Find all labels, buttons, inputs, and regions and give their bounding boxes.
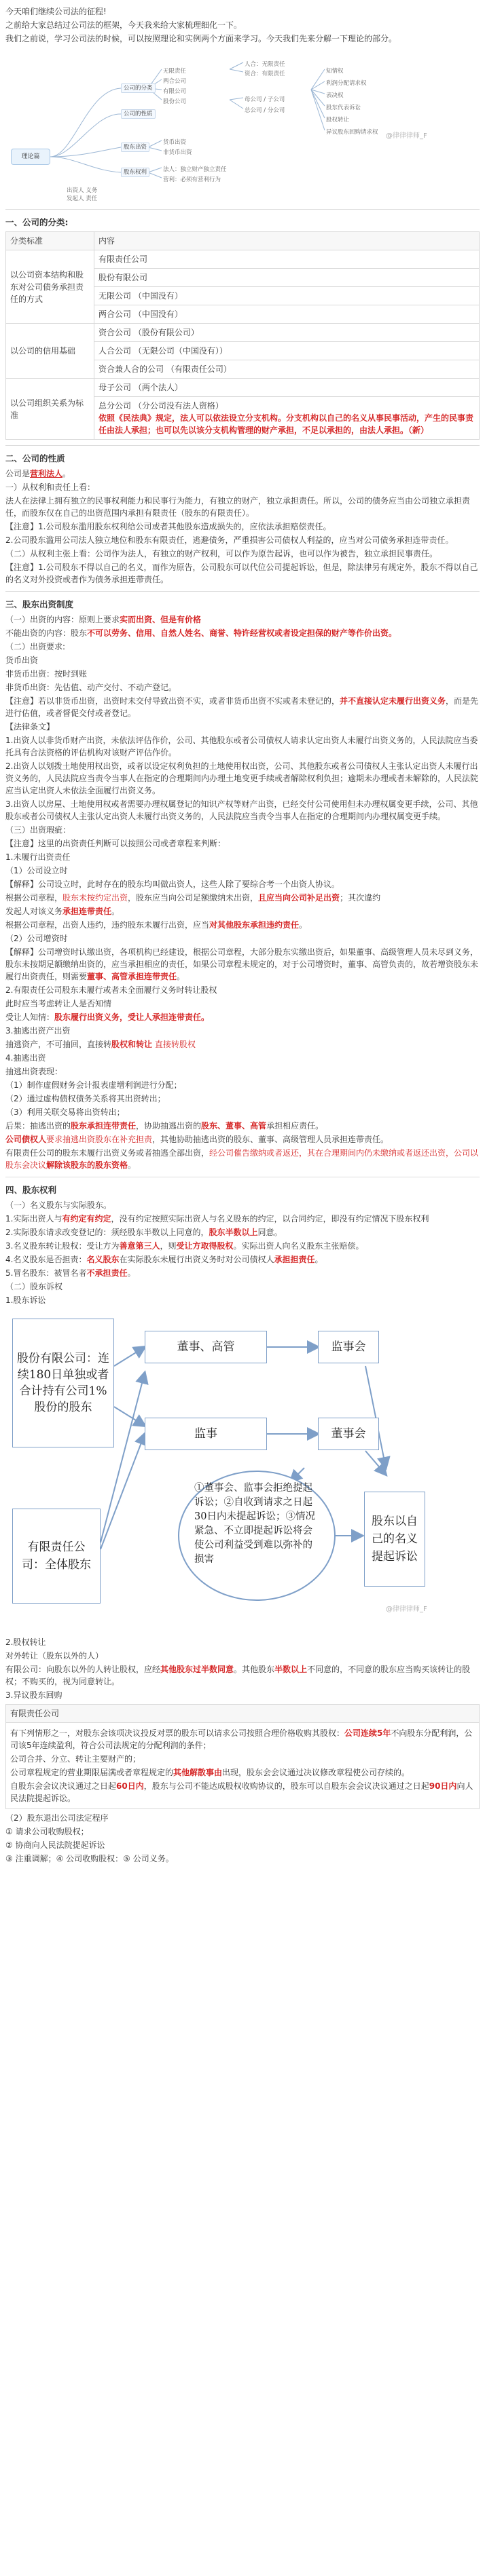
paragraph xyxy=(10,1780,475,1804)
paragraph xyxy=(5,1267,480,1279)
paragraph: （二）从权利主张上看：公司作为法人，有独立的财产权利，可以作为原告起诉，也可以作为被告，独立承担民事责任。 xyxy=(5,549,438,558)
mindmap-node-classification: 公司的分类 xyxy=(121,83,156,93)
highlight-text: 有约定有约定 xyxy=(62,1214,111,1224)
paragraph xyxy=(5,1253,480,1266)
paragraph: 1.出资人以非货币财产出资，未依法评估作价，公司、其他股东或者公司债权人请求认定出资人未履行出资义务的，人民法院应当委托具有合法资格的评估机构对该财产评估作价。 xyxy=(5,736,478,757)
text: 有限公司：向股东以外的人转让股权，应经 xyxy=(5,1665,161,1674)
paragraph: 3.出资人以房屋、土地使用权或者需要办理权属登记的知识产权等财产出资，已经交付公司使用但未办理权属变更手续，公司、其他股东或者公司债权人主张认定出资人未履行出资义务的，人民法院应当责令当事人在指定的合理期间内办理权属变更手续。 xyxy=(5,799,478,821)
mindmap-root: 理论篇 xyxy=(11,149,50,165)
paragraph: 非货币出资：先估值、动产交付、不动产登记。 xyxy=(5,683,177,692)
text: 。 xyxy=(315,1255,323,1264)
supervisors-box: 监事 xyxy=(145,1418,267,1450)
paragraph: 抽逃出资表现： xyxy=(5,1067,63,1076)
text: 。 xyxy=(111,907,120,916)
mindmap-leaf: 无限责任 xyxy=(163,68,187,75)
text: 不同意的，不同意的股东应当购买该转让的股权；不购买的，视为同意转让。 xyxy=(5,1665,471,1686)
board-of-directors-box: 董事会 xyxy=(318,1418,379,1450)
text: 不向股东分配利润，公司该5年连续盈利，符合公司法规定的分配利润的条件； xyxy=(10,1728,473,1750)
mindmap-leaf: 出资人 义务 xyxy=(67,187,98,194)
highlight-text: 且应当向公司补足出资 xyxy=(258,893,340,903)
limited-company-box: 有限责任公司：全体股东 xyxy=(12,1509,101,1604)
paragraph: 2.股权转让 xyxy=(5,1637,46,1647)
section-title: 二、公司的性质 xyxy=(5,453,65,463)
text: 根据公司章程， xyxy=(5,893,63,903)
table-cell xyxy=(6,1723,480,1809)
paragraph xyxy=(5,1226,480,1238)
divider xyxy=(5,445,480,446)
mindmap-leaf: 股份公司 xyxy=(163,98,187,105)
paragraph: （1）公司设立时 xyxy=(5,866,68,875)
paragraph: 对外转让（股东以外的人） xyxy=(5,1651,104,1661)
joint-stock-company-box: 股份有限公司：连续180日单独或者合计持有公司1%股份的股东 xyxy=(12,1319,114,1447)
paragraph xyxy=(10,1727,475,1751)
table-cell: 人合公司 （无限公司（中国没有）） xyxy=(94,342,480,360)
text: 有限责任公司的股东未履行出资义务或者抽逃全部出资， xyxy=(5,1148,210,1158)
theory-mindmap xyxy=(5,49,480,204)
paragraph: 4.抽逃出资 xyxy=(5,1053,46,1063)
highlight-text: 并不直接认定未履行出资义务 xyxy=(340,696,446,706)
highlight-text: 对其他股东承担违约责任 xyxy=(209,920,300,930)
paragraph xyxy=(5,905,480,917)
paragraph xyxy=(5,919,480,931)
paragraph: （2）股东退出公司法定程序 xyxy=(5,1813,109,1823)
mindmap-leaf: 表决权 xyxy=(326,92,344,99)
text: ，股东应当向公司足额缴纳未出资， xyxy=(128,893,259,903)
paragraph: 此时应当考虑转让人是否知情 xyxy=(5,999,112,1008)
text: 根据公司章程，出资人违约，违约股东未履行出资，应当 xyxy=(5,920,210,930)
paragraph: 法人在法律上拥有独立的民事权利能力和民事行为能力，有独立的财产，独立承担责任。所以，公司的债务应当由公司独立承担责任，而股东仅在自己的出资范围内承担有限责任（股东的有限责任）。 xyxy=(5,496,471,518)
text: 出现，股东会会议通过决议修改章程使公司存续的。 xyxy=(222,1768,410,1777)
table-header: 内容 xyxy=(94,232,480,250)
text: 。 xyxy=(127,1268,136,1278)
text: 。 xyxy=(177,972,185,981)
mindmap-node-nature: 公司的性质 xyxy=(121,109,156,119)
conditions-text: ①董事会、监事会拒绝提起诉讼；②自收到请求之日起30日内未提起诉讼；③情况紧急、不立即提起诉讼将会使公司利益受到难以弥补的损害 xyxy=(194,1483,315,1565)
text: （一）出资的内容：原则上要求 xyxy=(5,615,120,624)
text: 。实际出资人向名义股东主张赔偿。 xyxy=(233,1241,364,1251)
table-cell: 以公司组织关系为标准 xyxy=(6,379,94,440)
text: 在实际股东未履行出资义务时对公司债权人 xyxy=(119,1255,274,1264)
mindmap-node-rights: 股东权利 xyxy=(121,168,149,177)
text: 发起人对该义务 xyxy=(5,907,63,916)
paragraph: ② 协商向人民法院提起诉讼 xyxy=(5,1840,105,1850)
highlight-text: 善意第三人 xyxy=(119,1241,160,1251)
highlight-text: 受让方取得股权 xyxy=(176,1241,234,1251)
paragraph xyxy=(5,1663,480,1688)
table-cell: 以公司资本结构和股东对公司债务承担责任的方式 xyxy=(6,250,94,324)
paragraph: （3）利用关联交易将出资转出； xyxy=(5,1107,125,1117)
paragraph xyxy=(5,946,480,983)
mindmap-leaf: 人合：无限责任 xyxy=(245,61,285,68)
highlight-text: 营利法人 xyxy=(30,469,63,478)
highlight-text: 承担担责任 xyxy=(274,1255,315,1264)
mindmap-lines xyxy=(5,49,480,204)
text: ，则 xyxy=(160,1241,177,1251)
paragraph: （2）公司增资时 xyxy=(5,934,68,943)
table-cell xyxy=(94,397,480,440)
mindmap-leaf: 知情权 xyxy=(326,68,344,75)
paragraph: 1.未履行出资责任 xyxy=(5,852,71,862)
divider xyxy=(5,591,480,592)
paragraph xyxy=(5,627,480,639)
paragraph: 2.出资人以划拨土地使用权出资，或者以设定权利负担的土地使用权出资，公司、其他股东或者公司债权人主张认定出资人未履行出资义务的，人民法院应当责令当事人在指定的合理期间内办理土地变更手续或者解除权利负担；逾期未办理或者未解除的，人民法院应当认定出资人未依法全面履行出资义务。 xyxy=(5,761,479,795)
section-title: 四、股东权利 xyxy=(5,1185,57,1195)
paragraph: 公司合并、分立、转让主要财产的； xyxy=(10,1754,141,1764)
paragraph xyxy=(5,1038,480,1050)
dissenting-shareholder-table xyxy=(5,1704,480,1809)
paragraph: （1）制作虚假财务会计报表虚增利润进行分配； xyxy=(5,1080,182,1090)
paragraph xyxy=(5,1011,480,1023)
paragraph: （三）出资瑕疵： xyxy=(5,825,71,835)
mindmap-leaf: 有限公司 xyxy=(163,88,187,95)
watermark: @律律律师_F xyxy=(386,1606,427,1613)
mindmap-leaf: 总公司 / 分公司 xyxy=(245,107,285,114)
table-header: 分类标准 xyxy=(6,232,94,250)
text: 。 xyxy=(62,469,71,478)
highlight-text: 半数以上 xyxy=(274,1665,308,1674)
paragraph: （二）出资要求: xyxy=(5,642,66,651)
paragraph: 2.有限责任公司股东未履行或者未全面履行义务时转让股权 xyxy=(5,985,217,995)
text: ，其他协助抽逃出资的股东、董事、高级管理人员承担连带责任。 xyxy=(152,1135,389,1144)
highlight-text: 60日内 xyxy=(116,1781,144,1791)
paragraph: 2.公司股东滥用公司法人独立地位和股东有限责任，逃避债务，严重损害公司债权人利益的，应当对公司债务承担连带责任。 xyxy=(5,535,454,545)
text: 【注意】若以非货币出资，出资时未交付导致出资不实，或者非货币出资不实或者未登记的， xyxy=(5,696,340,706)
highlight-text: 不承担责任 xyxy=(86,1268,128,1278)
highlight-text: 其他解散事由 xyxy=(173,1768,223,1777)
text: ，股东与公司不能达成股权收购协议的，股东可以自股东会会议决议通过之日起 xyxy=(143,1781,429,1791)
paragraph: 【注意】1.公司股东滥用股东权利给公司或者其他股东造成损失的，应依法承担赔偿责任。 xyxy=(5,522,331,531)
highlight-text: 股东履行出资义务，受让人承担连带责任。 xyxy=(54,1012,210,1022)
highlight-text: 股权和转让 xyxy=(111,1040,153,1049)
table-cell: 股份有限公司 xyxy=(94,269,480,287)
paragraph: （2）通过虚构债权债务关系将其出资转出； xyxy=(5,1094,166,1103)
highlight-text: 实而出资、但是有价格 xyxy=(120,615,202,624)
highlight-text: 承担连带责任 xyxy=(62,907,112,916)
company-classification-table xyxy=(5,231,480,440)
text: 【解释】公司增资时认缴出资，各项机构已经建设，根据公司章程，大部分股东实缴出资后，如果董事、高级管理人员未尽到义务，股东未按期足额缴纳出资的，应当承担相应的责任，如果公司章程未规定的，对于公司增资时，董事、高管负责的，故若增资股东未履行出资责任，则需要 xyxy=(5,947,479,981)
paragraph: （二）股东诉权 xyxy=(5,1282,63,1291)
mindmap-leaf: 两合公司 xyxy=(163,78,187,85)
paragraph: 1.股东诉讼 xyxy=(5,1295,46,1305)
mindmap-leaf: 资合：有限责任 xyxy=(245,71,285,77)
text: 3.名义股东转让股权：受让方为 xyxy=(5,1241,120,1251)
text: 后果：抽逃出资的 xyxy=(5,1121,71,1131)
mindmap-leaf: 法人：独立财产独立责任 xyxy=(163,166,227,173)
highlight-text: 经公司催告缴纳或者返还，其在合理期间内仍未缴纳或者返还出资，公司以股东会决议 xyxy=(5,1148,479,1170)
highlight-text: 股东、董事、高管 xyxy=(201,1121,267,1131)
paragraph: 一）从权利和责任上看： xyxy=(5,482,96,492)
text: 承担相应责任。 xyxy=(266,1121,324,1131)
text: 抽逃资产，不可抽回，直接转 xyxy=(5,1040,112,1049)
text: 。其他股东 xyxy=(234,1665,275,1674)
text: 。 xyxy=(128,1160,137,1170)
text: 2.实际股东请求改变登记的：须经股东半数以上同意的， xyxy=(5,1228,209,1237)
highlight-text: 直接转股权 xyxy=(154,1040,196,1049)
highlight-text: 不可以劳务、信用、自然人姓名、商誉、特许经营权或者设定担保的财产等作价出资。 xyxy=(87,628,397,638)
section-title: 三、股东出资制度 xyxy=(5,599,74,609)
intro-line3: 我们之前说，学习公司法的时候，可以按照理论和实例两个方面来学习。今天我们先来分解一下理论的部分。 xyxy=(5,34,397,43)
mindmap-leaf: 股东代表诉讼 xyxy=(326,105,361,111)
section-title: 一、公司的分类: xyxy=(5,217,69,227)
highlight-text: 其他股东过半数同意 xyxy=(160,1665,234,1674)
text: ，没有约定按照实际出资人与名义股东的约定，以合同约定，即没有约定情况下股东权利 xyxy=(111,1214,429,1224)
table-cell: 有限责任公司 xyxy=(94,250,480,269)
text: ，协助抽逃出资的 xyxy=(136,1121,202,1131)
paragraph xyxy=(5,695,480,719)
text: 向人民法院提起诉讼。 xyxy=(10,1781,473,1803)
mindmap-leaf: 股权转让 xyxy=(326,117,350,124)
paragraph: 【注意】1.公司股东不得以自己的名义，而作为原告，公司股东可以代位公司提起诉讼，但是，除法律另有规定外，股东不得以自己的名义对外投资或者作为债务承担连带责任。 xyxy=(5,563,478,584)
text: 公司是 xyxy=(5,469,31,478)
watermark: @律律律师_F xyxy=(386,132,427,140)
text: 同意。 xyxy=(257,1228,283,1237)
mindmap-leaf: 母公司 / 子公司 xyxy=(245,96,285,103)
highlight-text: 公司债权人 xyxy=(5,1135,47,1144)
mindmap-leaf: 非货币出资 xyxy=(163,149,192,156)
text: 。 xyxy=(299,920,308,930)
paragraph xyxy=(10,1766,475,1779)
text: 有下列情形之一，对股东会该项决议投反对票的股东可以请求公司按照合理价格收购其股权： xyxy=(10,1728,345,1738)
intro-line2: 之前给大家总结过公司法的框架，今天我来给大家梳理细化一下。 xyxy=(5,20,242,30)
paragraph: 【解释】公司设立时，此时存在的股东均叫做出资人，这些人除了要综合考一个出资人协议。 xyxy=(5,879,340,889)
text: 不能出资的内容：股东 xyxy=(5,628,88,638)
paragraph xyxy=(5,1213,480,1225)
text: ，而是先进行估值，或者督促交付或者登记。 xyxy=(5,696,479,718)
paragraph: （一）名义股东与实际股东。 xyxy=(5,1200,112,1210)
paragraph xyxy=(5,468,480,480)
text: 自股东会会议决议通过之日起 xyxy=(10,1781,117,1791)
text: 5.冒名股东：被冒名者 xyxy=(5,1268,87,1278)
shareholder-suit-box: 股东以自己的名义提起诉讼 xyxy=(364,1492,425,1587)
paragraph xyxy=(5,1147,480,1171)
paragraph: 非货币出资：按时到账 xyxy=(5,669,88,679)
paragraph xyxy=(5,1133,480,1145)
highlight-text: 解除该股东的股东资格 xyxy=(46,1160,128,1170)
table-header: 有限责任公司 xyxy=(6,1705,480,1723)
paragraph: ① 请求公司收购股权； xyxy=(5,1827,89,1836)
mindmap-leaf: 发起人 责任 xyxy=(67,195,98,202)
paragraph xyxy=(5,892,480,904)
paragraph xyxy=(5,613,480,626)
text: 4.名义股东是否担责： xyxy=(5,1255,87,1264)
table-cell: 母子公司 （两个法人） xyxy=(94,379,480,397)
divider xyxy=(5,209,480,210)
table-cell: 以公司的信用基础 xyxy=(6,324,94,379)
highlight-text: 名义股东 xyxy=(86,1255,120,1264)
supervisory-board-box: 监事会 xyxy=(318,1331,379,1363)
mindmap-leaf: 利润分配请求权 xyxy=(326,80,367,87)
text: 公司章程规定的营业期限届满或者章程规定的 xyxy=(10,1768,174,1777)
mindmap-leaf: 异议股东回购请求权 xyxy=(326,129,378,136)
highlight-text: 要求抽逃出资股东在补充担责 xyxy=(46,1135,153,1144)
text: 受让人知情： xyxy=(5,1012,55,1022)
mindmap-leaf: 营利：必须有营利行为 xyxy=(163,176,221,183)
table-cell: 资合公司 （股份有限公司） xyxy=(94,324,480,342)
paragraph: 【法律条文】 xyxy=(5,722,55,732)
paragraph xyxy=(5,1120,480,1132)
intro-line1: 今天咱们继续公司法的征程! xyxy=(5,7,107,16)
highlight-text: 股东半数以上 xyxy=(209,1228,258,1237)
paragraph: 货币出资 xyxy=(5,656,39,665)
directors-officers-box: 董事、高管 xyxy=(145,1331,267,1363)
highlight-text: 股东未按约定出资 xyxy=(62,893,128,903)
paragraph: 3.抽逃出资产出资 xyxy=(5,1026,71,1036)
mindmap-node-capital: 股东出资 xyxy=(121,143,149,152)
paragraph: 3.异议股东回购 xyxy=(5,1690,62,1700)
highlight-text: 股东承担连带责任 xyxy=(71,1121,137,1131)
highlight-text: 90日内 xyxy=(429,1781,457,1791)
paragraph xyxy=(5,1240,480,1252)
text: 1.实际出资人与 xyxy=(5,1214,62,1224)
paragraph: 【注意】这里的出资责任判断可以按照公司或者章程来判断： xyxy=(5,839,226,848)
table-cell: 无限公司 （中国没有） xyxy=(94,287,480,305)
derivative-suit-diagram xyxy=(5,1312,480,1631)
table-cell-text: 总分公司 （分公司没有法人资格） xyxy=(98,401,223,411)
table-cell: 两合公司 （中国没有） xyxy=(94,305,480,324)
paragraph: ③ 注重调解；④ 公司收购股权：⑤ 公司义务。 xyxy=(5,1854,174,1863)
highlight-text: 董事、高管承担连带责任 xyxy=(87,972,177,981)
table-cell: 资合兼人合的公司 （有限责任公司） xyxy=(94,360,480,379)
highlight-text: 公司连续5年 xyxy=(344,1728,391,1738)
civil-code-note: 依照《民法典》规定，法人可以依法设立分支机构。分支机构以自己的名义从事民事活动，产生的民事责任由法人承担；也可以先以该分支机构管理的财产承担，不足以承担的，由法人承担。（新） xyxy=(98,413,474,435)
mindmap-leaf: 货币出资 xyxy=(163,139,187,146)
text: ；其次違约 xyxy=(340,893,381,903)
